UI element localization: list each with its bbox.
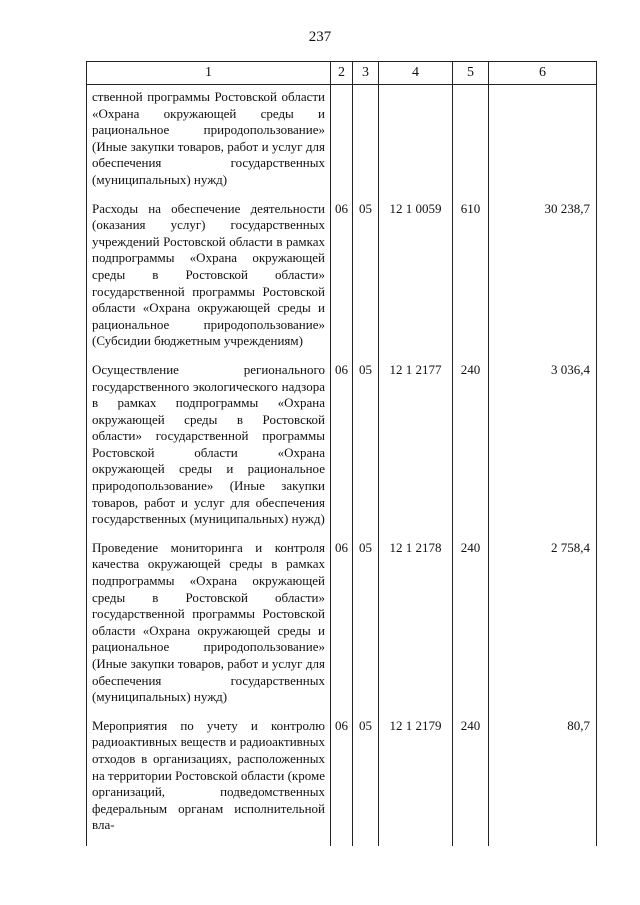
- row-description: ственной программы Ростовской области «Охрана окружающей среды и рациональное природопользование» (Иные закупки товаров, работ и услуг для обеспечения государственных (муниципальных) нужд): [87, 85, 331, 201]
- row-subsection: 05: [353, 201, 379, 362]
- row-target-article: 12 1 2179: [379, 718, 453, 846]
- row-section: 06: [331, 201, 353, 362]
- header-col-6: 6: [489, 62, 597, 85]
- table-row: [87, 362, 597, 540]
- row-amount: 80,7: [489, 718, 597, 846]
- page-number: 237: [308, 29, 332, 45]
- header-col-2: 2: [331, 62, 353, 85]
- row-amount: [489, 85, 597, 201]
- row-section: 06: [331, 718, 353, 846]
- row-target-article: 12 1 0059: [379, 201, 453, 362]
- row-expense-type: 240: [453, 540, 489, 718]
- table-row: [87, 718, 597, 846]
- table-row: [87, 85, 597, 201]
- row-subsection: [353, 85, 379, 201]
- row-subsection: 05: [353, 540, 379, 718]
- table-row: [87, 201, 597, 362]
- budget-table: [86, 61, 597, 846]
- table-header: [87, 62, 597, 85]
- table-body: [87, 85, 597, 846]
- row-section: [331, 85, 353, 201]
- row-target-article: [379, 85, 453, 201]
- row-description: Проведение мониторинга и контроля качества окружающей среды в рамках подпрограммы «Охрана окружающей среды в Ростовской области» государственной программы Ростовской области «Охрана окружающей среды и рациональное природопользование» (Иные закупки товаров, работ и услуг для обеспечения государственных (муниципальных) нужд): [87, 540, 331, 718]
- row-target-article: 12 1 2177: [379, 362, 453, 540]
- row-description: Осуществление регионального государственного экологического надзора в рамках подпрограммы «Охрана окружающей среды в Ростовской области» государственной программы Ростовской области «Охрана окружающей среды и рациональное природопользование» (Иные закупки товаров, работ и услуг для обеспечения государственных (муниципальных) нужд): [87, 362, 331, 540]
- header-row: [87, 62, 597, 85]
- row-description: Расходы на обеспечение деятельности (оказания услуг) государственных учреждений Ростовской области в рамках подпрограммы «Охрана окружающей среды в Ростовской области» государственной программы Ростовской области «Охрана окружающей среды и рациональное природопользование» (Субсидии бюджетным учреждениям): [87, 201, 331, 362]
- row-amount: 2 758,4: [489, 540, 597, 718]
- row-description: Мероприятия по учету и контролю радиоактивных веществ и радиоактивных отходов в организациях, расположенных на территории Ростовской области (кроме организаций, подведомственных федеральным органам исполнительной вла-: [87, 718, 331, 846]
- row-expense-type: 240: [453, 718, 489, 846]
- row-expense-type: [453, 85, 489, 201]
- table-row: [87, 540, 597, 718]
- header-col-4: 4: [379, 62, 453, 85]
- row-subsection: 05: [353, 362, 379, 540]
- row-section: 06: [331, 362, 353, 540]
- row-target-article: 12 1 2178: [379, 540, 453, 718]
- header-col-3: 3: [353, 62, 379, 85]
- row-section: 06: [331, 540, 353, 718]
- row-expense-type: 610: [453, 201, 489, 362]
- row-amount: 3 036,4: [489, 362, 597, 540]
- row-expense-type: 240: [453, 362, 489, 540]
- header-col-5: 5: [453, 62, 489, 85]
- row-subsection: 05: [353, 718, 379, 846]
- header-col-1: 1: [87, 62, 331, 85]
- row-amount: 30 238,7: [489, 201, 597, 362]
